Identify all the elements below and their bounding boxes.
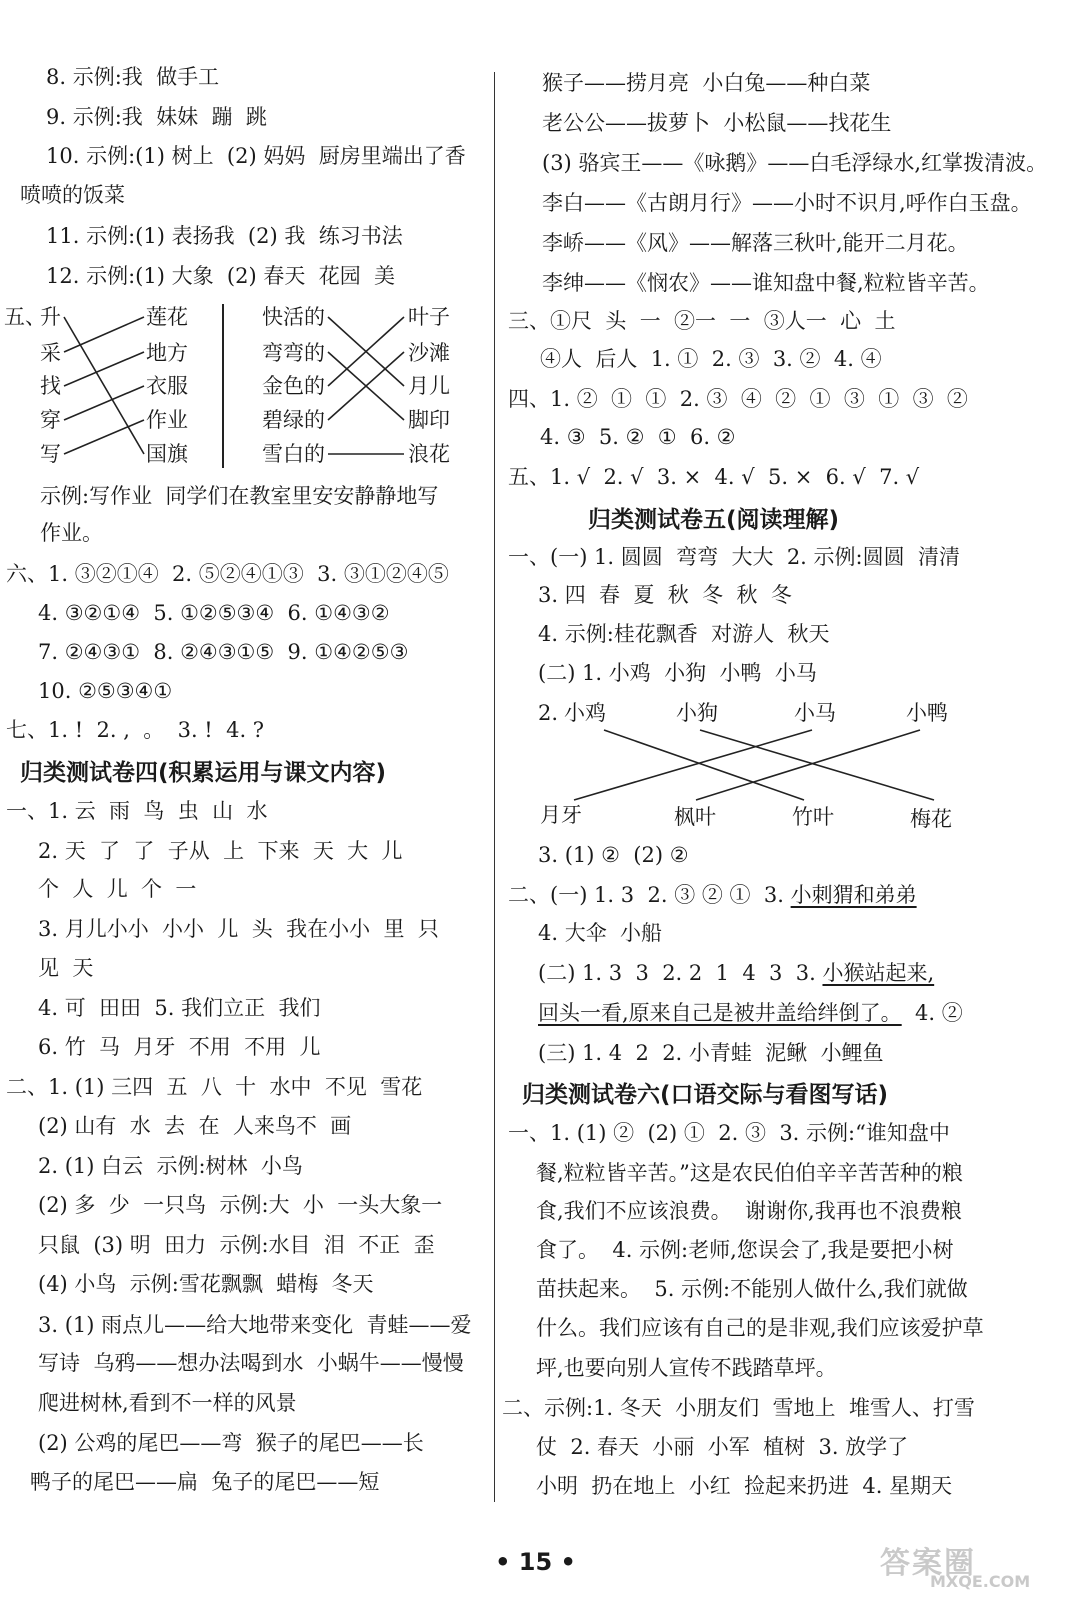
answer-line: 4. 示例:桂花飘香 对游人 秋天 [538,622,830,646]
answer-line: 8. 示例:我 做手工 [46,65,220,89]
answer-line: 只鼠 (3) 明 田力 示例:水目 泪 不正 歪 [38,1233,435,1257]
answer-line: 一、(一) 1. 圆圆 弯弯 大大 2. 示例:圆圆 清清 [508,545,960,569]
answer-line: 老公公——拔萝卜 小松鼠——找花生 [542,111,892,135]
match-line [64,317,144,454]
answer-line: (二) 1. 小鸡 小狗 小鸭 小马 [538,661,817,685]
section-heading: 归类测试卷五(阅读理解) [588,507,840,533]
answer-line: 4. 大伞 小船 [538,921,663,945]
match-left-word: 碧绿的 [262,408,325,432]
match-right-word: 作业 [146,408,188,432]
match-bottom-word: 梅花 [910,807,952,831]
answer-line [538,960,934,986]
match-line [64,386,144,420]
item-label: 2. [538,701,559,725]
answer-line: 一、1. 云 雨 鸟 虫 山 水 [6,799,268,823]
underlined-answer: 小猴站起来, [822,961,935,985]
page-number: • 15 • [495,1548,576,1576]
match-left-word: 采 [40,341,61,365]
answer-line: ④人 后人 1. ① 2. ③ 3. ② 4. ④ [540,347,882,371]
match-line [64,352,144,386]
underlined-answer: 回头一看,原来自己是被井盖给绊倒了。 [538,1001,902,1025]
answer-line: 七、1. ! 2. , 。 3. ! 4. ? [6,718,265,742]
match-top-word: 小狗 [676,701,718,725]
match-bottom-word: 月牙 [540,803,582,827]
answer-line: 李峤——《风》——解落三秋叶,能开二月花。 [542,231,969,255]
match-left-word: 雪白的 [262,442,325,466]
answer-line: 6. 竹 马 月牙 不用 不用 儿 [38,1035,321,1059]
answer-line: 个 人 儿 个 一 [38,877,197,901]
answer-line: 喷喷的饭菜 [20,183,125,207]
answer-line: 四、1. ② ① ① 2. ③ ④ ② ① ③ ① ③ ② [508,387,968,411]
match-top-word: 小鸡 [564,701,606,725]
match-left-word: 穿 [40,408,61,432]
answer-line: 7. ②④③① 8. ②④③①⑤ 9. ①④②⑤③ [38,640,409,664]
watermark-url: MXQE.COM [930,1572,1031,1591]
answer-line: 3. 四 春 夏 秋 冬 秋 冬 [538,583,792,607]
answer-line: 10. 示例:(1) 树上 (2) 妈妈 厨房里端出了香 [46,144,466,168]
answer-line: 五、1. √ 2. √ 3. × 4. √ 5. × 6. √ 7. √ [508,465,920,489]
match-lines [0,0,490,480]
answer-line: 鸭子的尾巴——扁 兔子的尾巴——短 [30,1470,380,1494]
match-right-word: 地方 [146,341,188,365]
answer-line: 示例:写作业 同学们在教室里安安静静地写 [40,484,439,508]
answer-line: 11. 示例:(1) 表扬我 (2) 我 练习书法 [46,224,403,248]
answer-line: 10. ②⑤③④① [38,679,173,703]
match-right-word: 莲花 [146,305,188,329]
underlined-answer: 小刺猬和弟弟 [790,883,917,907]
match-top-word: 小鸭 [906,701,948,725]
match-right-word: 叶子 [408,305,450,329]
answer-line: 猴子——捞月亮 小白兔——种白菜 [542,71,871,95]
answer-text: (二) 1. 3 3 2. 2 1 4 3 3. [538,961,816,985]
answer-line: 3. 月儿小小 小小 儿 头 我在小小 里 只 [38,917,439,941]
match-right-word: 沙滩 [408,341,450,365]
match-right-word: 衣服 [146,374,188,398]
answer-line: 餐,粒粒皆辛苦。”这是农民伯伯辛辛苦苦种的粮 [536,1161,963,1185]
answer-line: (3) 骆宾王——《咏鹅》——白毛浮绿水,红掌拨清波。 [542,151,1048,175]
answer-line: 写诗 乌鸦——想办法喝到水 小蜗牛——慢慢 [38,1351,464,1375]
answer-line: 爬进树林,看到不一样的风景 [38,1391,297,1415]
answer-line [538,1000,963,1026]
match-bottom-word: 竹叶 [792,805,834,829]
answer-line: 三、①尺 头 一 ②一 一 ③人一 心 土 [508,309,896,333]
section-label: 五、 [4,305,46,329]
match-line [696,730,920,800]
answer-line: (三) 1. 4 2 2. 小青蛙 泥鳅 小鲤鱼 [538,1041,884,1065]
answer-line: (2) 多 少 一只鸟 示例:大 小 一头大象一 [38,1193,443,1217]
section-heading: 归类测试卷四(积累运用与课文内容) [20,760,387,786]
match-top-word: 小马 [794,701,836,725]
answer-line: 六、1. ③②①④ 2. ⑤②④①③ 3. ③①②④⑤ [6,562,449,586]
answer-line: 李绅——《悯农》——谁知盘中餐,粒粒皆辛苦。 [542,271,990,295]
answer-line: 4. 可 田田 5. 我们立正 我们 [38,996,321,1020]
answer-line: (2) 山有 水 去 在 人来鸟不 画 [38,1114,352,1138]
answer-line: 4. ③ 5. ② ① 6. ② [540,425,736,449]
answer-text: 4. ② [901,1001,963,1025]
answer-line: (2) 公鸡的尾巴——弯 猴子的尾巴——长 [38,1431,424,1455]
answer-line: (4) 小鸟 示例:雪花飘飘 蜡梅 冬天 [38,1272,374,1296]
answer-line: 什么。我们应该有自己的是非观,我们应该爱护草 [536,1316,984,1340]
match-lines [500,0,1071,860]
answer-line: 2. 天 了 了 子从 上 下来 天 大 儿 [38,839,403,863]
match-left-word: 找 [40,374,61,398]
answer-line: 仗 2. 春天 小丽 小军 植树 3. 放学了 [536,1435,909,1459]
watermark-logo [870,1538,1060,1594]
answer-line: 小明 扔在地上 小红 捡起来扔进 4. 星期天 [536,1474,953,1498]
match-line [700,730,934,800]
answer-line: 3. (1) ② (2) ② [538,843,689,867]
answer-line: 食,我们不应该浪费。 谢谢你,我再也不浪费粮 [536,1199,962,1223]
answer-line: 坪,也要向别人宣传不践踏草坪。 [536,1356,837,1380]
match-right-word: 国旗 [146,442,188,466]
answer-line: 作业。 [40,521,103,545]
answer-line: 二、1. (1) 三四 五 八 十 水中 不见 雪花 [6,1075,423,1099]
match-bottom-word: 枫叶 [674,805,716,829]
answer-line: 苗扶起来。 5. 示例:不能别人做什么,我们就做 [536,1277,968,1301]
match-left-word: 写 [40,442,61,466]
match-line [64,317,144,352]
answer-line: 见 天 [38,956,94,980]
watermark-text: 答案圈 [880,1546,976,1581]
answer-line: 一、1. (1) ② (2) ① 2. ③ 3. 示例:“谁知盘中 [508,1121,950,1145]
answer-line [508,882,917,908]
answer-line: 3. (1) 雨点儿——给大地带来变化 青蛙——爱 [38,1313,472,1337]
match-right-word: 脚印 [408,408,450,432]
answer-line: 12. 示例:(1) 大象 (2) 春天 花园 美 [46,264,396,288]
match-right-word: 月儿 [408,374,450,398]
answer-line: 二、示例:1. 冬天 小朋友们 雪地上 堆雪人、打雪 [502,1396,975,1420]
section-heading: 归类测试卷六(口语交际与看图写话) [522,1082,889,1108]
match-left-word: 金色的 [262,374,325,398]
column-divider [494,72,495,1502]
match-right-word: 浪花 [408,442,450,466]
answer-line: 食了。 4. 示例:老师,您误会了,我是要把小树 [536,1238,954,1262]
match-left-word: 快活的 [262,305,325,329]
answer-line: 李白——《古朗月行》——小时不识月,呼作白玉盘。 [542,191,1032,215]
answer-line: 2. (1) 白云 示例:树林 小鸟 [38,1154,303,1178]
match-line [64,420,144,454]
answer-line: 4. ③②①④ 5. ①②⑤③④ 6. ①④③② [38,601,390,625]
answer-text: 二、(一) 1. 3 2. ③ ② ① 3. [508,883,784,907]
answer-line: 9. 示例:我 妹妹 蹦 跳 [46,105,267,129]
match-left-word: 弯弯的 [262,341,325,365]
match-left-word: 升 [40,305,61,329]
